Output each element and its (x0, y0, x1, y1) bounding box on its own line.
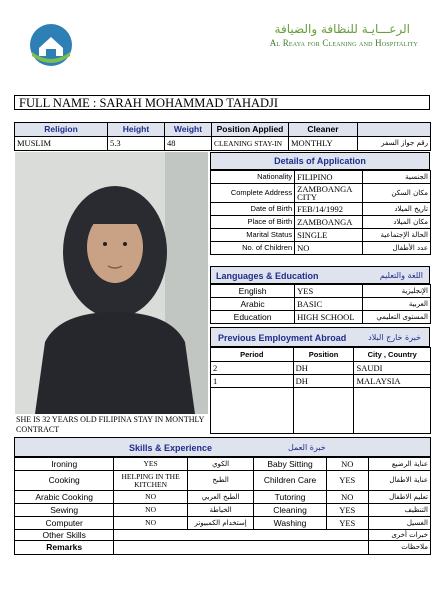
skill-value: NO (326, 458, 368, 471)
position-header: Position Applied (212, 123, 289, 137)
skill-value: NO (114, 491, 187, 504)
skill-label: Tutoring (254, 491, 326, 504)
skill-label: Sewing (15, 504, 114, 517)
skill-label: Cleaning (254, 504, 326, 517)
language-label: Education (211, 311, 295, 324)
position-value: CLEANING STAY-IN (212, 137, 289, 151)
skill-label: Ironing (15, 458, 114, 471)
details-label-arabic: تاريخ الميلاد (363, 203, 431, 216)
other-skills-arabic: خبرات أخرى (368, 530, 430, 541)
remarks-row (15, 541, 431, 555)
religion-value: MUSLIM (15, 137, 108, 151)
languages-title-arabic: اللغة والتعليم (379, 271, 423, 280)
details-value: ZAMBOANGA (295, 216, 363, 229)
details-value: FILIPINO (295, 171, 363, 184)
details-label: Date of Birth (211, 203, 295, 216)
employment-period: 2 (211, 362, 294, 375)
language-value: BASIC (295, 298, 363, 311)
language-label-arabic: العربية (363, 298, 431, 311)
skills-row (15, 458, 431, 471)
languages-title: Languages & Education (216, 271, 319, 281)
skill-label: Children Care (254, 471, 326, 491)
details-table (210, 170, 431, 255)
skill-label-arabic: الخياطة (187, 504, 254, 517)
language-label-arabic: الإنجليزية (363, 285, 431, 298)
skill-label: Computer (15, 517, 114, 530)
details-label-arabic: عدد الأطفال (363, 242, 431, 255)
skill-value: YES (114, 458, 187, 471)
language-row (211, 311, 431, 324)
skill-label-arabic: الكوي (187, 458, 254, 471)
skill-label-arabic: تعليم الاطفال (368, 491, 430, 504)
details-label: No. of Children (211, 242, 295, 255)
skill-label-arabic: إستخدام الكمبيوتر (187, 517, 254, 530)
employment-title-arabic: خبرة خارج البلاد (368, 333, 421, 342)
remarks-arabic: ملاحظات (368, 541, 430, 555)
skill-label-arabic: الغسيل (368, 517, 430, 530)
skill-label: Baby Sitting (254, 458, 326, 471)
skill-label-arabic: عناية الاطفال (368, 471, 430, 491)
employment-title: Previous Employment Abroad (218, 333, 347, 343)
language-label-arabic: المستوى التعليمي (363, 311, 431, 324)
details-label-arabic: الحالة الإجتماعية (363, 229, 431, 242)
skill-value: NO (114, 504, 187, 517)
height-value: 5.3 (108, 137, 165, 151)
height-header: Height (108, 123, 165, 137)
details-label-arabic: الجنسية (363, 171, 431, 184)
employment-period: 1 (211, 375, 294, 388)
languages-table (210, 284, 431, 324)
skill-label-arabic: الطبخ العربي (187, 491, 254, 504)
contract-value: MONTHLY (289, 137, 358, 151)
skills-table (14, 457, 431, 555)
details-row (211, 242, 431, 255)
details-value: ZAMBOANGA CITY (295, 184, 363, 203)
details-label: Place of Birth (211, 216, 295, 229)
skill-value: NO (326, 491, 368, 504)
employment-table (210, 347, 431, 434)
details-label: Nationality (211, 171, 295, 184)
details-row (211, 229, 431, 242)
skill-value: NO (114, 517, 187, 530)
weight-value: 48 (165, 137, 212, 151)
period-header: Period (211, 348, 294, 362)
skills-row (15, 517, 431, 530)
country-header: City , Country (354, 348, 431, 362)
employment-position: DH (293, 375, 354, 388)
skill-value: YES (326, 517, 368, 530)
language-label: Arabic (211, 298, 295, 311)
company-name-arabic: الرعـــايـة للنظافة والضيافة (274, 22, 410, 36)
photo-caption: SHE IS 32 YEARS OLD FILIPINA STAY IN MONTHLY CONTRACT (16, 415, 205, 434)
skill-value: YES (326, 471, 368, 491)
languages-title-bar (210, 266, 430, 284)
remarks-label: Remarks (15, 541, 114, 555)
language-label: English (211, 285, 295, 298)
religion-header: Religion (15, 123, 108, 137)
position-header: Position (293, 348, 354, 362)
skills-title-bar (14, 437, 431, 457)
skills-title-arabic: خبرة العمل (288, 443, 326, 452)
skill-label: Arabic Cooking (15, 491, 114, 504)
other-skills-label: Other Skills (15, 530, 114, 541)
details-value: NO (295, 242, 363, 255)
skill-value: YES (326, 504, 368, 517)
company-logo (28, 22, 74, 68)
skills-row (15, 471, 431, 491)
employment-title-bar (210, 327, 430, 347)
details-value: SINGLE (295, 229, 363, 242)
employment-country: SAUDI (354, 362, 431, 375)
passport-label: رقم جواز السفر (358, 137, 431, 151)
details-label: Marital Status (211, 229, 295, 242)
language-row (211, 285, 431, 298)
applicant-photo (15, 152, 208, 414)
details-row (211, 216, 431, 229)
weight-header: Weight (165, 123, 212, 137)
top-info-table (14, 122, 431, 151)
skill-label-arabic: عناية الرضيع (368, 458, 430, 471)
details-row (211, 184, 431, 203)
details-label-arabic: مكان الميلاد (363, 216, 431, 229)
details-title: Details of Application (274, 156, 366, 166)
skill-label-arabic: الطبخ (187, 471, 254, 491)
language-value: YES (295, 285, 363, 298)
full-name: FULL NAME : SARAH MOHAMMAD TAHADJI (14, 95, 430, 110)
skill-label-arabic: التنظيف (368, 504, 430, 517)
details-row (211, 203, 431, 216)
skills-row (15, 504, 431, 517)
details-value: FEB/14/1992 (295, 203, 363, 216)
skill-value: HELPING IN THE KITCHEN (114, 471, 187, 491)
skill-label: Cooking (15, 471, 114, 491)
cleaner-header: Cleaner (289, 123, 358, 137)
employment-country: MALAYSIA (354, 375, 431, 388)
details-label-arabic: مكان السكن (363, 184, 431, 203)
details-row (211, 171, 431, 184)
language-value: HIGH SCHOOL (295, 311, 363, 324)
employment-position: DH (293, 362, 354, 375)
company-name-english: Al Reaya for Cleaning and Hospitality (269, 38, 418, 48)
language-row (211, 298, 431, 311)
details-title-bar (210, 152, 430, 170)
skills-row (15, 491, 431, 504)
details-label: Complete Address (211, 184, 295, 203)
other-skills-row (15, 530, 431, 541)
skills-title: Skills & Experience (129, 443, 213, 453)
skill-label: Washing (254, 517, 326, 530)
